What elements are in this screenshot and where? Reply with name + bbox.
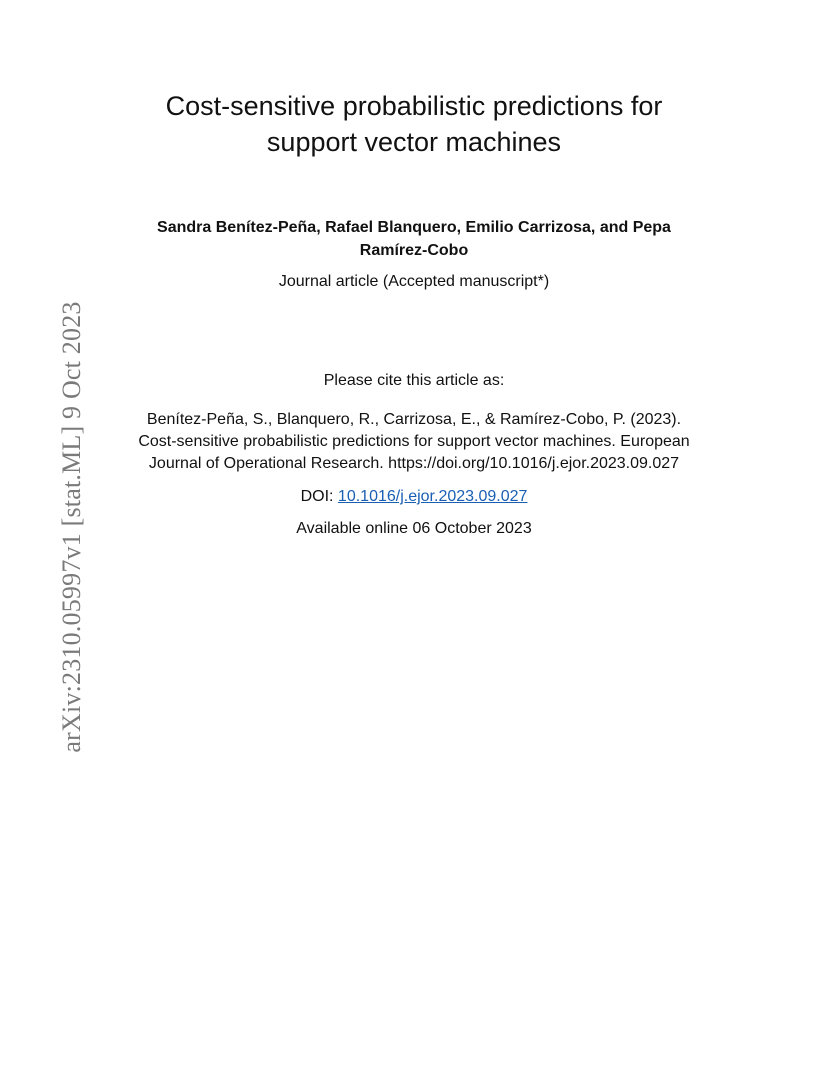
title-block (130, 88, 698, 539)
article-type: Journal article (Accepted manuscript*) (278, 273, 550, 290)
available-online-date: Available online 06 October 2023 (296, 520, 532, 537)
citation-heading: Please cite this article as: (323, 372, 505, 389)
citation-text: Benítez-Peña, S., Blanquero, R., Carrizosa, E., & Ramírez-Cobo, P. (2023). Cost-sensitive probabilistic predictions for support vector machines. European Journal of Operational Research. https://doi.org/10.1016/j.ejor.2023.09.027 (138, 411, 690, 472)
author-list: Sandra Benítez-Peña, Rafael Blanquero, Emilio Carrizosa, and Pepa Ramírez-Cobo (157, 219, 671, 259)
arxiv-identifier-stamp: arXiv:2310.05997v1 [stat.ML] 9 Oct 2023 (57, 301, 86, 753)
doi-link[interactable]: 10.1016/j.ejor.2023.09.027 (337, 488, 528, 505)
paper-title: Cost-sensitive probabilistic predictions for support vector machines (165, 91, 663, 157)
doi-label: DOI: (300, 488, 338, 505)
doi-line (130, 487, 698, 507)
